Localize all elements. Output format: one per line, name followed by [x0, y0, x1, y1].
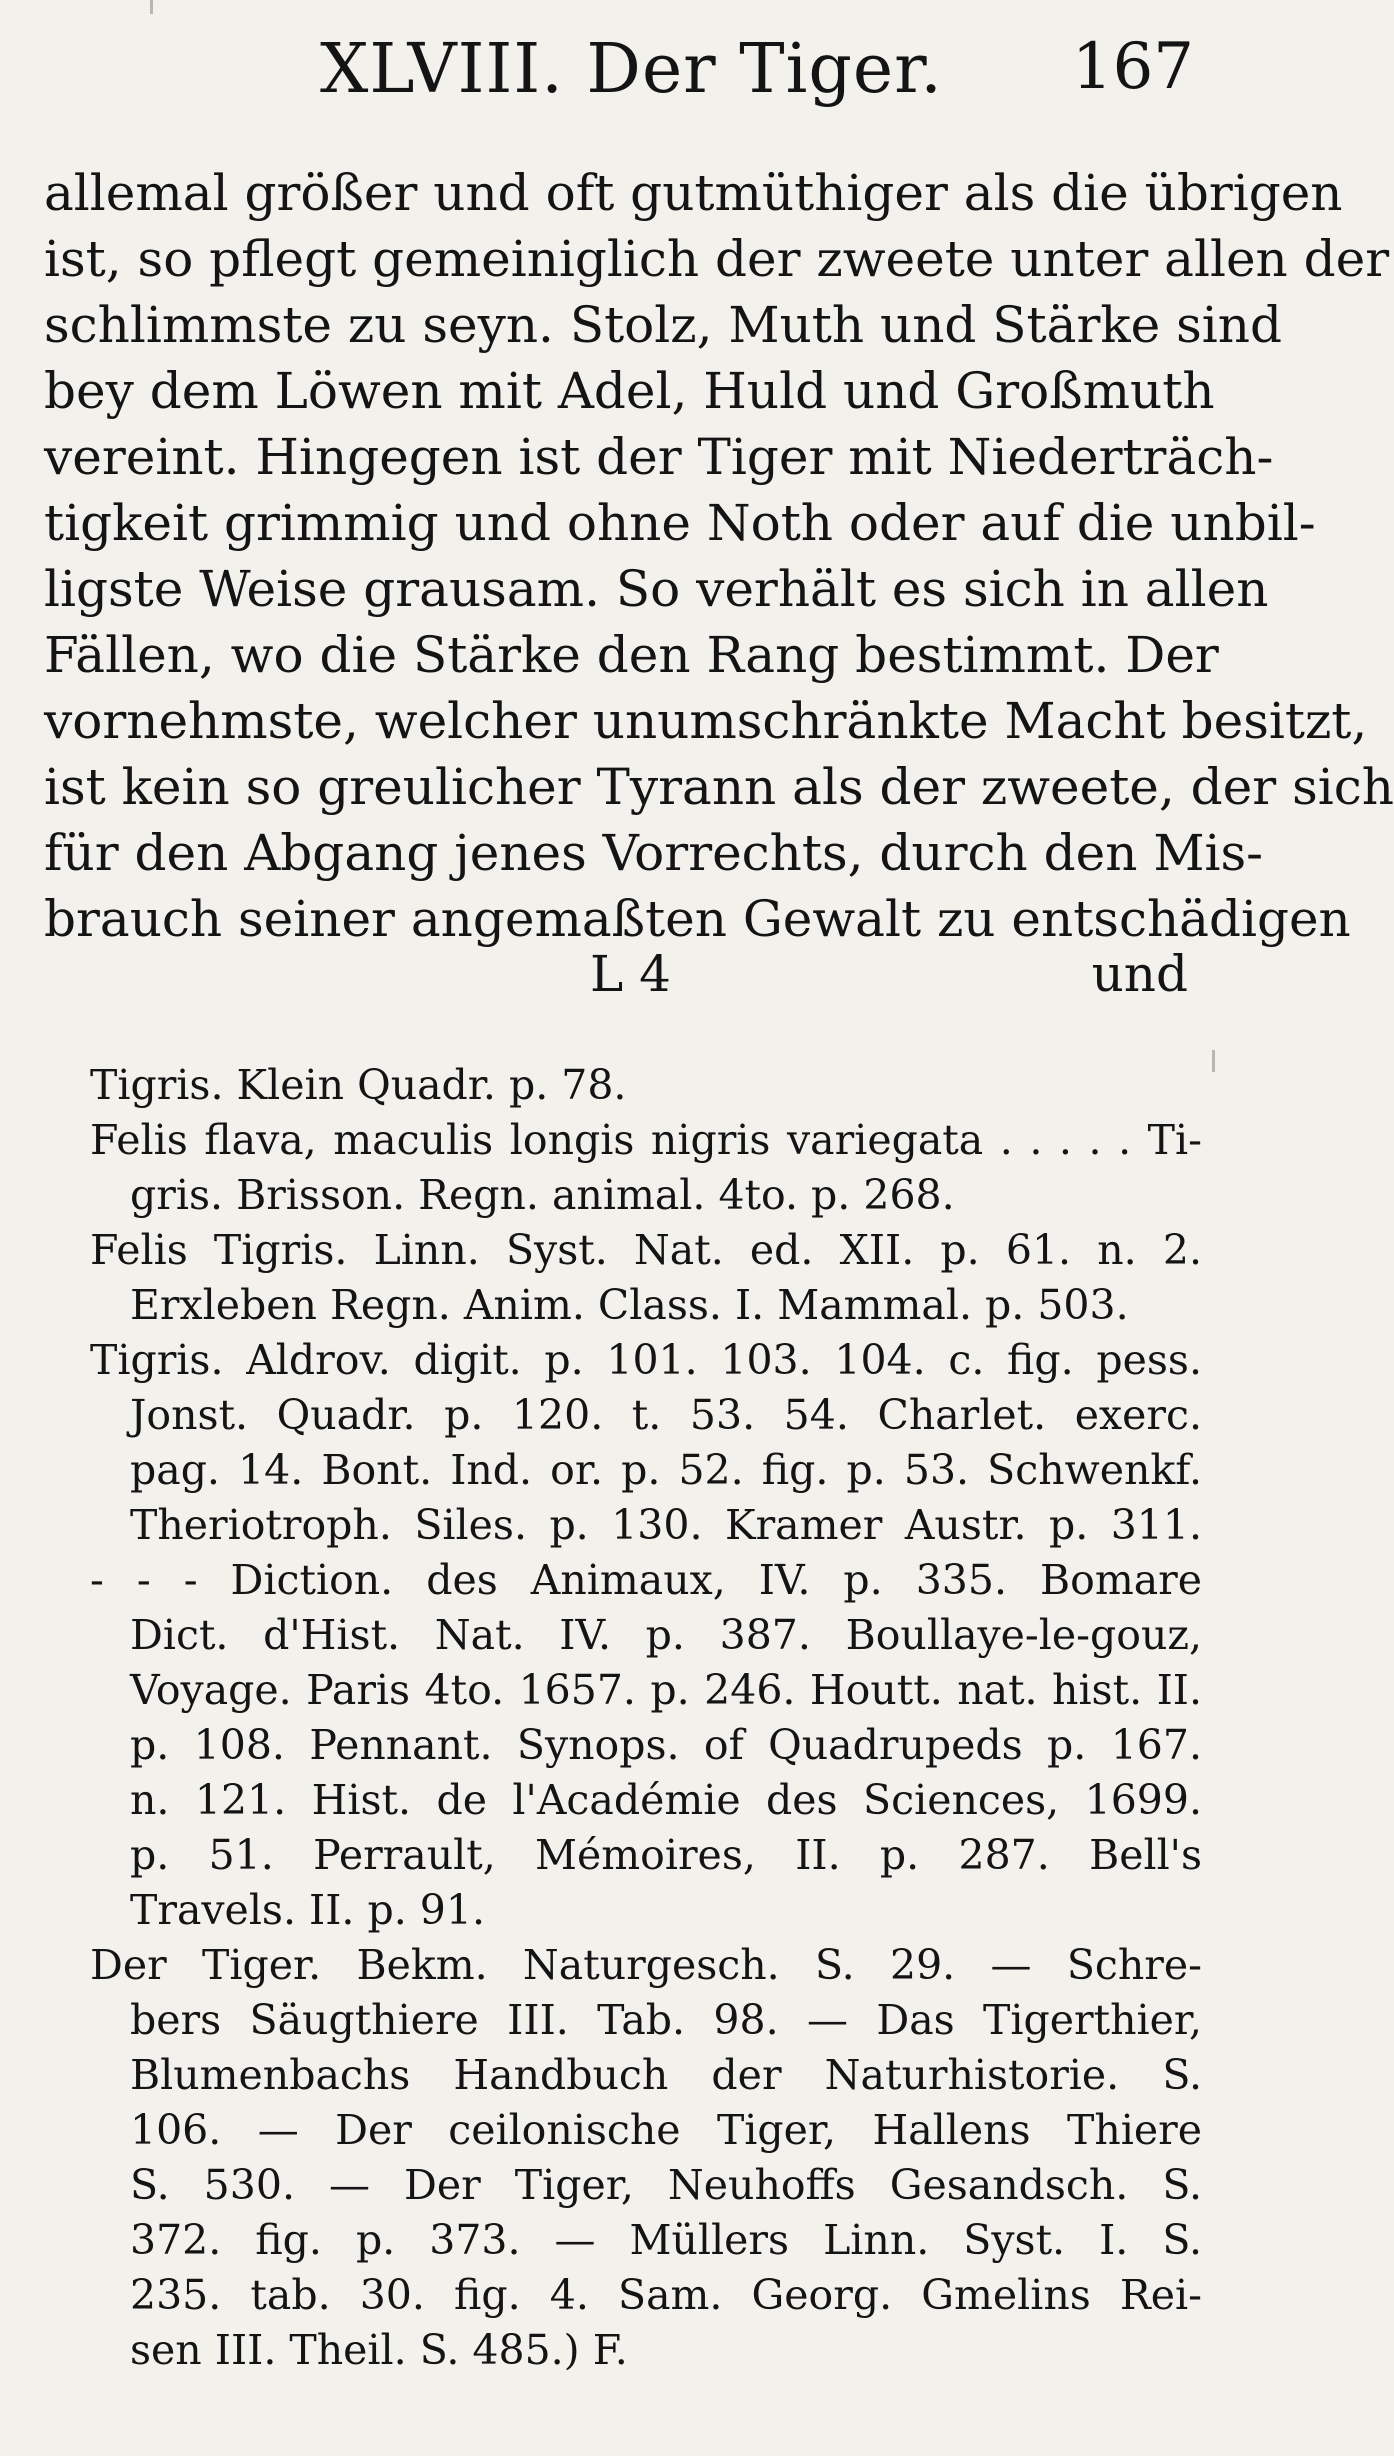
page-number: 167	[1071, 30, 1194, 104]
footnote-line: S. 530. — Der Tiger, Neuhoffs Gesandsch. S.	[130, 2161, 1202, 2209]
footnote-line: Dict. d'Hist. Nat. IV. p. 387. Boullaye-le-gouz,	[130, 1611, 1202, 1659]
paper-speck	[1212, 1050, 1215, 1072]
text-line: ligste Weise grausam. So verhält es sich in allen	[44, 560, 1269, 618]
footnote-line: pag. 14. Bont. Ind. or. p. 52. fig. p. 53. Schwenkf.	[130, 1446, 1202, 1494]
footnote-line: bers Säugthiere III. Tab. 98. — Das Tigerthier,	[130, 1996, 1202, 2044]
footnote	[90, 1058, 1202, 2378]
text-line: tigkeit grimmig und ohne Noth oder auf die unbil-	[44, 494, 1316, 552]
footnote-line: p. 108. Pennant. Synops. of Quadrupeds p. 167.	[130, 1721, 1202, 1769]
footnote-line: Voyage. Paris 4to. 1657. p. 246. Houtt. nat. hist. II.	[130, 1666, 1202, 1714]
footnote-line: Felis flava, maculis longis nigris variegata . . . . . Ti-	[90, 1116, 1202, 1164]
footnote-line: Jonst. Quadr. p. 120. t. 53. 54. Charlet. exerc.	[130, 1391, 1202, 1439]
page-header	[0, 30, 1252, 140]
text-line: vereint. Hingegen ist der Tiger mit Niederträch-	[44, 428, 1274, 486]
signature-mark: L 4	[590, 945, 671, 1003]
main-text	[44, 160, 1394, 952]
footnote-line: Theriotroph. Siles. p. 130. Kramer Austr. p. 311.	[130, 1501, 1202, 1549]
text-line: vornehmste, welcher unumschränkte Macht besitzt,	[44, 692, 1368, 750]
text-line: für den Abgang jenes Vorrechts, durch den Mis-	[44, 824, 1264, 882]
text-line: ist kein so greulicher Tyrann als der zweete, der sich	[44, 758, 1394, 816]
footnote-line: Felis Tigris. Linn. Syst. Nat. ed. XII. p. 61. n. 2.	[90, 1226, 1202, 1274]
text-line: bey dem Löwen mit Adel, Huld und Großmuth	[44, 362, 1215, 420]
footnote-line: Tigris. Aldrov. digit. p. 101. 103. 104. c. fig. pess.	[90, 1336, 1202, 1384]
footnote-line: Travels. II. p. 91.	[130, 1886, 486, 1934]
paper-speck	[150, 0, 153, 14]
text-line: allemal größer und oft gutmüthiger als die übrigen	[44, 164, 1343, 222]
footnote-line: Der Tiger. Bekm. Naturgesch. S. 29. — Schre-	[90, 1941, 1202, 1989]
footnote-line: Blumenbachs Handbuch der Naturhistorie. S.	[130, 2051, 1202, 2099]
text-line: schlimmste zu seyn. Stolz, Muth und Stärke sind	[44, 296, 1282, 354]
footnote-line: n. 121. Hist. de l'Académie des Sciences, 1699.	[130, 1776, 1202, 1824]
page-foot-line	[0, 945, 1252, 1015]
footnote-line: - - - Diction. des Animaux, IV. p. 335. Bomare	[90, 1556, 1202, 1604]
footnote-line: 235. tab. 30. fig. 4. Sam. Georg. Gmelins Rei-	[130, 2271, 1202, 2319]
text-line: Fällen, wo die Stärke den Rang bestimmt. Der	[44, 626, 1219, 684]
running-head: XLVIII. Der Tiger.	[320, 30, 943, 109]
footnote-line: 372. fig. p. 373. — Müllers Linn. Syst. I. S.	[130, 2216, 1202, 2264]
footnote-line: sen III. Theil. S. 485.) F.	[130, 2326, 628, 2374]
footnote-line: 106. — Der ceilonische Tiger, Hallens Thiere	[130, 2106, 1202, 2154]
footnote-line: p. 51. Perrault, Mémoires, II. p. 287. Bell's	[130, 1831, 1202, 1879]
catchword: und	[1091, 945, 1188, 1003]
footnote-line: gris. Brisson. Regn. animal. 4to. p. 268.	[130, 1171, 955, 1219]
text-line: ist, so pflegt gemeiniglich der zweete unter allen der	[44, 230, 1390, 288]
footnote-line: Erxleben Regn. Anim. Class. I. Mammal. p. 503.	[130, 1281, 1129, 1329]
text-line: brauch seiner angemaßten Gewalt zu entschädigen	[44, 890, 1351, 948]
footnote-line: Tigris. Klein Quadr. p. 78.	[90, 1061, 627, 1109]
